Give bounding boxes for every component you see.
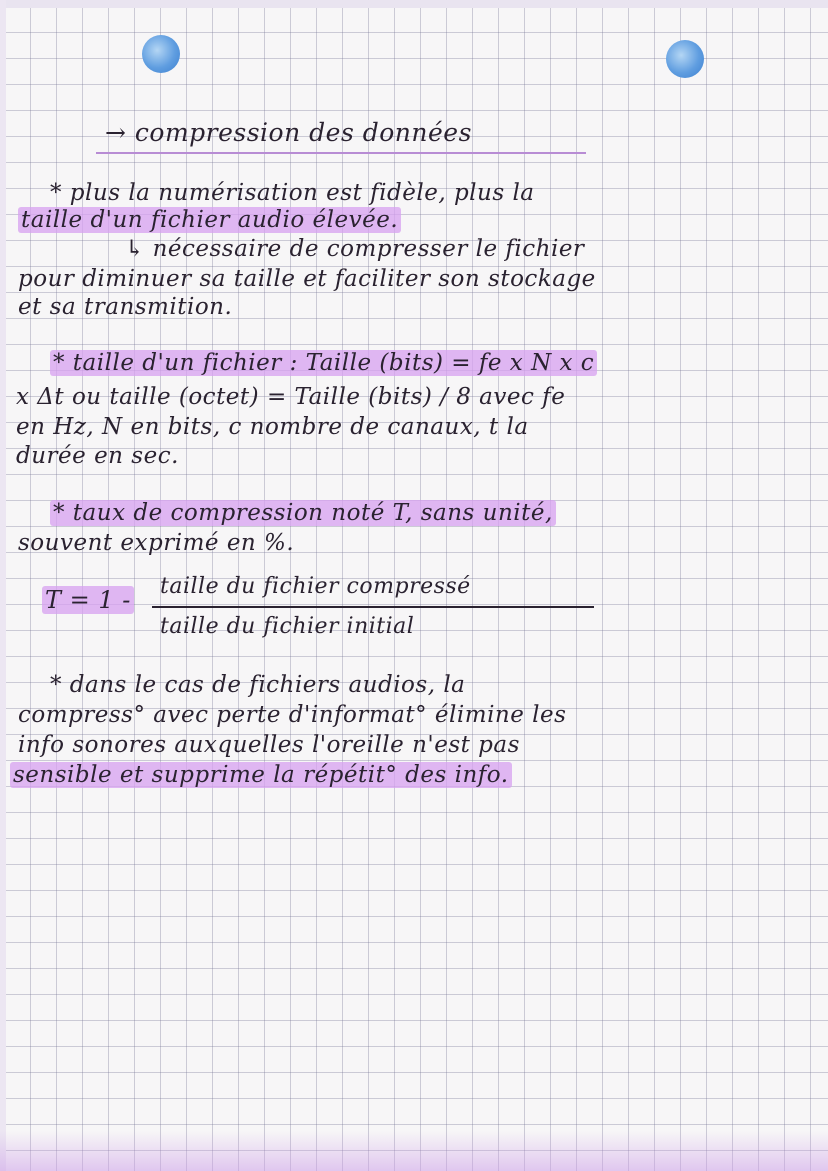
p2-line1-text: * taille d'un fichier : Taille (bits) = fe x N x c bbox=[50, 350, 597, 376]
p1-line5: et sa transmition. bbox=[18, 294, 233, 320]
p2-line2: x Δt ou taille (octet) = Taille (bits) / 8 avec fe bbox=[16, 384, 566, 410]
p3-line1-text: * taux de compression noté T, sans unité, bbox=[50, 500, 556, 526]
formula-lhs bbox=[42, 586, 134, 614]
p2-line4: durée en sec. bbox=[16, 443, 179, 469]
punch-hole-left bbox=[142, 35, 180, 73]
formula-numerator: taille du fichier compressé bbox=[160, 574, 471, 599]
p4-line2: compress° avec perte d'informat° élimine les bbox=[18, 702, 567, 728]
p4-line4-text: sensible et supprime la répétit° des info. bbox=[10, 762, 512, 788]
page-bottom-edge bbox=[0, 1131, 828, 1171]
p1-line3: ↳ nécessaire de compresser le fichier bbox=[125, 236, 585, 262]
title-underline bbox=[96, 152, 586, 154]
punch-hole-right bbox=[666, 40, 704, 78]
formula-lhs-text: T = 1 - bbox=[42, 586, 134, 614]
p3-line1 bbox=[50, 500, 556, 526]
p3-line2: souvent exprimé en %. bbox=[18, 530, 295, 556]
p2-line1 bbox=[50, 350, 597, 376]
p1-line4: pour diminuer sa taille et faciliter son stockage bbox=[18, 266, 596, 292]
p1-line1: * plus la numérisation est fidèle, plus la bbox=[50, 180, 535, 206]
formula-denominator: taille du fichier initial bbox=[160, 614, 415, 639]
page-left-edge bbox=[0, 0, 6, 1171]
p4-line3: info sonores auxquelles l'oreille n'est pas bbox=[18, 732, 520, 758]
p1-line2-text: taille d'un fichier audio élevée. bbox=[18, 207, 401, 233]
page-title: → compression des données bbox=[105, 118, 472, 147]
page-top-edge bbox=[0, 0, 828, 8]
p1-line2 bbox=[18, 207, 401, 233]
p4-line1: * dans le cas de fichiers audios, la bbox=[50, 672, 466, 698]
p2-line3: en Hz, N en bits, c nombre de canaux, t la bbox=[16, 414, 529, 440]
p4-line4 bbox=[10, 762, 512, 788]
fraction-bar bbox=[152, 606, 594, 608]
